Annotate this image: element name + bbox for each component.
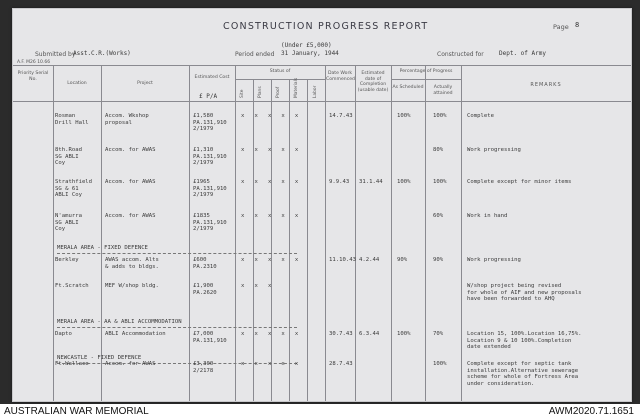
row-as-scheduled: 100% — [397, 331, 411, 337]
row-project: ABLI Accommodation — [105, 331, 166, 337]
row-remarks: Complete except for septic tank installation.Alternative sewerage scheme for whole of Fortress Area under consideration. — [467, 361, 579, 387]
col-divider — [101, 65, 102, 401]
row-date-work: 30.7.43 — [329, 331, 353, 337]
footer — [0, 404, 640, 419]
row-location: Dapto — [55, 331, 72, 337]
constructed-value: Dept. of Army — [499, 50, 546, 57]
col-status-plans: Plans — [258, 86, 263, 98]
row-location: Ft.Scratch — [55, 283, 89, 289]
col-divider — [355, 65, 356, 401]
row-remarks: Complete except for minor items — [467, 179, 572, 185]
form-number: A.F. M26 10.66 — [17, 60, 51, 65]
col-priority: Priority Serial No. — [17, 71, 49, 82]
row-cost: £1835 PA.131,910 2/1979 — [193, 213, 227, 233]
row-date-work: 14.7.43 — [329, 113, 353, 119]
col-divider — [307, 79, 308, 401]
row-status-marks: x x x x x — [241, 147, 299, 153]
row-location: Strathfield SG & 61 ABLI Coy — [55, 179, 93, 199]
header-bottom-rule — [13, 101, 631, 102]
percentage-sub-rule — [391, 79, 461, 80]
col-percentage: Percentage of Progress — [399, 69, 453, 74]
col-divider — [189, 65, 190, 401]
row-cost: £1,310 PA.131,910 2/1979 — [193, 147, 227, 167]
row-project: Accom. for AWAS — [105, 147, 156, 153]
col-date-work: Date Work Commenced — [326, 71, 355, 82]
col-estimated-cost: Estimated Cost — [194, 75, 230, 80]
section-underline — [57, 253, 297, 254]
row-as-scheduled: 100% — [397, 113, 411, 119]
row-location: Ft.Wallace — [55, 361, 89, 367]
col-divider — [289, 79, 290, 401]
row-attained: 90% — [433, 257, 444, 263]
row-est-completion: 4.2.44 — [359, 257, 380, 263]
row-date-work: 9.9.43 — [329, 179, 350, 185]
status-sub-rule — [235, 79, 325, 80]
submitted-value: Asst.C.R.(Works) — [73, 50, 131, 57]
section-heading: NEWCASTLE - FIXED DEFENCE — [57, 355, 142, 361]
col-as-scheduled: As Scheduled — [392, 85, 424, 90]
row-cost: £3,300 2/2178 — [193, 361, 214, 374]
row-project: Accom. for AWAS — [105, 179, 156, 185]
row-status-marks: x x x — [241, 283, 272, 289]
footer-accession: AWM2020.71.1651 — [548, 406, 634, 417]
col-location: Location — [67, 81, 87, 86]
row-date-work: 28.7.43 — [329, 361, 353, 367]
row-remarks: Work progressing — [467, 147, 521, 153]
row-attained: 100% — [433, 113, 447, 119]
row-cost: £1965 PA.131,910 2/1979 — [193, 179, 227, 199]
row-date-work: 11.10.43 — [329, 257, 356, 263]
col-divider — [391, 65, 392, 401]
col-divider — [271, 79, 272, 401]
col-estimated-completion: Estimated date of Completion (usable date) — [357, 71, 389, 93]
col-actually-attained: Actually attained — [433, 85, 453, 96]
row-cost: £1,900 PA.2620 — [193, 283, 217, 296]
row-attained: 100% — [433, 179, 447, 185]
col-divider — [425, 65, 426, 401]
row-est-completion: 6.3.44 — [359, 331, 380, 337]
col-divider — [235, 65, 236, 401]
section-heading: MERALA AREA - FIXED DEFENCE — [57, 245, 148, 251]
row-cost: £600 PA.2310 — [193, 257, 217, 270]
under-value: (Under £5,000) — [281, 42, 332, 49]
row-status-marks: x x x x x — [241, 257, 299, 263]
period-label: Period ended — [235, 51, 275, 58]
cost-sub: £ P/A — [199, 93, 218, 100]
section-underline — [57, 327, 297, 328]
section-heading: MERALA AREA - AA & ABLI ACCOMMODATION — [57, 319, 182, 325]
row-location: Berkley — [55, 257, 79, 263]
col-divider — [461, 65, 462, 401]
report-title: CONSTRUCTION PROGRESS REPORT — [223, 21, 429, 32]
page-label: Page — [553, 23, 569, 31]
row-location: N'amurra SG ABLI Coy — [55, 213, 82, 233]
row-project: MEF W/shop bldg. — [105, 283, 159, 289]
row-location: Rosman Drill Hall — [55, 113, 89, 126]
row-as-scheduled: 100% — [397, 179, 411, 185]
col-status: Status of — [269, 69, 291, 74]
col-status-site: Site — [240, 89, 245, 98]
row-remarks: Work progressing — [467, 257, 521, 263]
report-sheet — [12, 8, 632, 402]
row-attained: 100% — [433, 361, 447, 367]
row-est-completion: 31.1.44 — [359, 179, 383, 185]
submitted-label: Submitted by — [35, 51, 76, 58]
row-cost: £7,000 PA.131,910 — [193, 331, 227, 344]
row-status-marks: x x x x x — [241, 331, 299, 337]
col-status-labor: Labor — [313, 85, 318, 98]
row-project: AWAS accom. Alts & adds to bldgs. — [105, 257, 159, 270]
row-attained: 80% — [433, 147, 444, 153]
row-project: Accom. for AWAS — [105, 213, 156, 219]
col-divider — [53, 65, 54, 401]
col-remarks: REMARKS — [530, 82, 562, 88]
col-divider — [325, 65, 326, 401]
period-value: 31 January, 1944 — [281, 50, 339, 57]
row-remarks: Complete — [467, 113, 494, 119]
row-status-marks: x x x x x — [241, 113, 299, 119]
row-project: Accom. Wkshop proposal — [105, 113, 149, 126]
constructed-label: Constructed for — [437, 51, 484, 58]
col-status-materials: Materials — [294, 77, 299, 98]
footer-credit: AUSTRALIAN WAR MEMORIAL — [4, 406, 149, 417]
row-cost: £1,580 PA.131,910 2/1979 — [193, 113, 227, 133]
page-number: 8 — [575, 21, 580, 29]
row-status-marks: x x x x x — [241, 213, 299, 219]
col-project: Project — [137, 81, 153, 86]
row-attained: 60% — [433, 213, 444, 219]
row-as-scheduled: 90% — [397, 257, 408, 263]
row-remarks: W/shop project being revised for whole of AIF and new proposals have been forwarded to AHQ — [467, 283, 582, 303]
row-project: Accom. for AWAS — [105, 361, 156, 367]
row-remarks: Work in hand — [467, 213, 508, 219]
col-divider — [253, 79, 254, 401]
header-top-rule — [13, 65, 631, 66]
row-remarks: Location 15, 100%.Location 16,75%. Location 9 & 10 100%.Completion date extended — [467, 331, 582, 351]
row-location: 8th.Road SG ABLI Coy — [55, 147, 82, 167]
col-status-proof: Proof — [276, 86, 281, 98]
row-attained: 70% — [433, 331, 444, 337]
row-status-marks: x x x x x — [241, 361, 299, 367]
row-status-marks: x x x x x — [241, 179, 299, 185]
